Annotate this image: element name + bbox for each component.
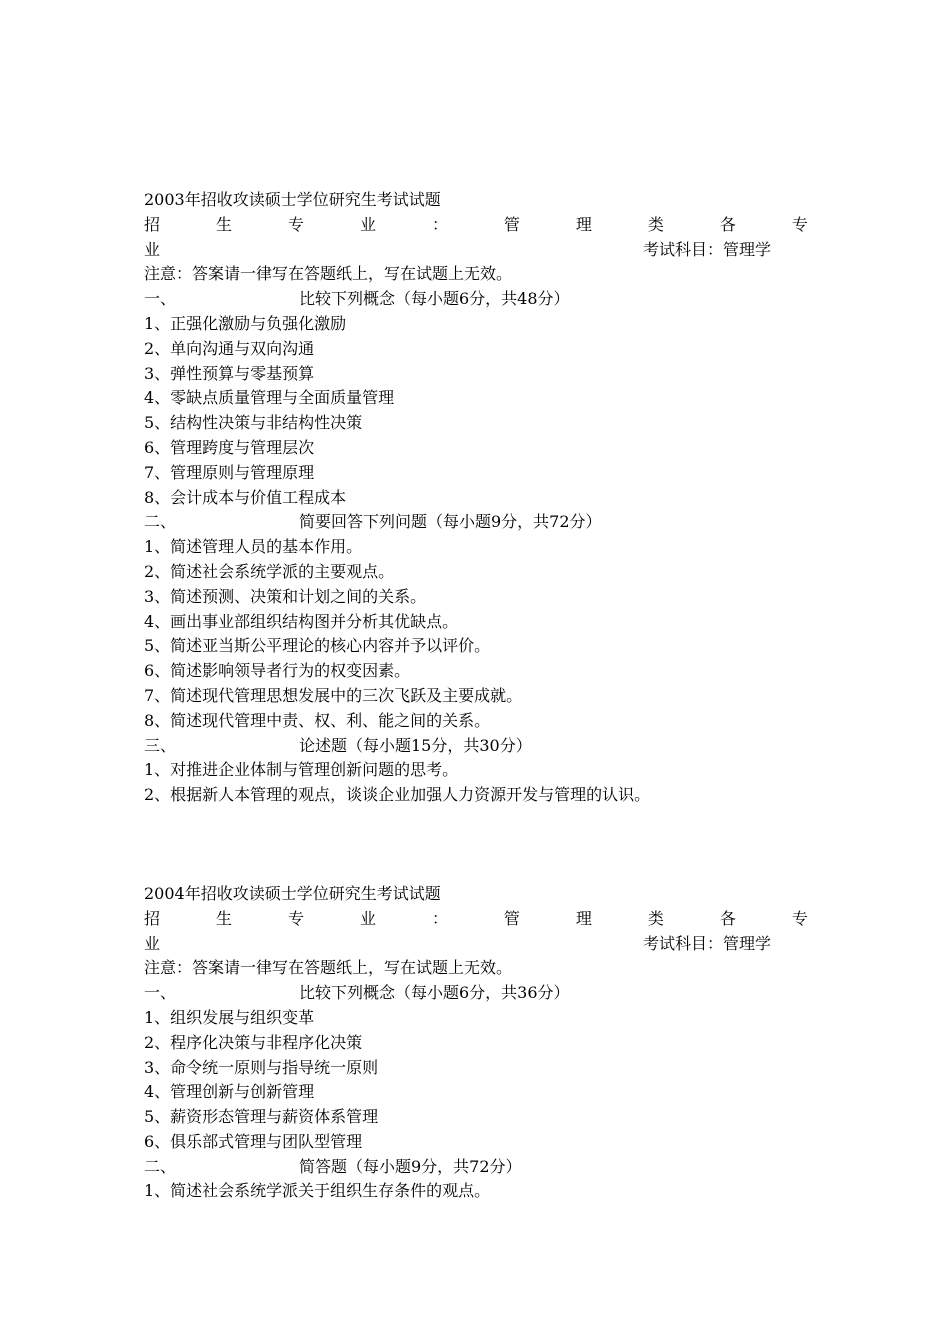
question-item: 2、单向沟通与双向沟通 — [144, 338, 315, 358]
major-char: 专 — [287, 908, 304, 928]
major-tail: 业 — [144, 239, 161, 259]
question-item: 6、简述影响领导者行为的权变因素。 — [144, 661, 411, 681]
section-heading — [144, 981, 808, 1006]
major-char: 招 — [144, 908, 161, 928]
question-item: 4、零缺点质量管理与全面质量管理 — [144, 388, 395, 408]
question-item: 2、简述社会系统学派的主要观点。 — [144, 561, 395, 581]
major-char: ： — [431, 214, 448, 234]
major-char: 业 — [359, 908, 376, 928]
section-number: 一、 — [144, 289, 177, 309]
section-number: 三、 — [144, 735, 177, 755]
exam-title: 2004年招收攻读硕士学位研究生考试试题 — [144, 883, 441, 903]
question-item: 8、会计成本与价值工程成本 — [144, 487, 347, 507]
question-item: 2、程序化决策与非程序化决策 — [144, 1032, 363, 1052]
section-title: 论述题（每小题15分，共30分） — [299, 735, 532, 755]
question-item: 6、俱乐部式管理与团队型管理 — [144, 1131, 363, 1151]
question-item: 5、结构性决策与非结构性决策 — [144, 413, 363, 433]
subject-line — [144, 932, 808, 957]
section-heading — [144, 510, 808, 535]
major-char: ： — [431, 908, 448, 928]
question-item: 1、简述社会系统学派关于组织生存条件的观点。 — [144, 1181, 491, 1201]
section-heading — [144, 287, 808, 312]
exam-2003 — [144, 188, 808, 808]
major-line — [144, 907, 808, 932]
section-number: 一、 — [144, 983, 177, 1003]
major-char: 生 — [215, 908, 232, 928]
section-heading — [144, 1155, 808, 1180]
question-item: 3、弹性预算与零基预算 — [144, 363, 315, 383]
major-tail: 业 — [144, 933, 161, 953]
question-item: 6、管理跨度与管理层次 — [144, 437, 315, 457]
question-item: 5、薪资形态管理与薪资体系管理 — [144, 1107, 379, 1127]
major-char: 业 — [359, 214, 376, 234]
question-item: 1、对推进企业体制与管理创新问题的思考。 — [144, 760, 459, 780]
question-item: 7、简述现代管理思想发展中的三次飞跃及主要成就。 — [144, 685, 523, 705]
exam-note: 注意：答案请一律写在答题纸上，写在试题上无效。 — [144, 958, 513, 978]
section-title: 简答题（每小题9分，共72分） — [299, 1156, 522, 1176]
major-line — [144, 213, 808, 238]
section-title: 比较下列概念（每小题6分，共36分） — [299, 983, 570, 1003]
section-heading — [144, 734, 808, 759]
exam-gap — [144, 808, 808, 882]
section-number: 二、 — [144, 512, 177, 532]
major-char: 专 — [287, 214, 304, 234]
section-title: 比较下列概念（每小题6分，共48分） — [299, 289, 570, 309]
major-char: 专 — [791, 214, 808, 234]
exam-2004 — [144, 882, 808, 1204]
question-item: 3、简述预测、决策和计划之间的关系。 — [144, 586, 427, 606]
exam-note: 注意：答案请一律写在答题纸上，写在试题上无效。 — [144, 264, 513, 284]
major-char: 类 — [647, 908, 664, 928]
question-item: 1、正强化激励与负强化激励 — [144, 313, 347, 333]
question-item: 7、管理原则与管理原理 — [144, 462, 315, 482]
subject-line — [144, 238, 808, 263]
major-char: 各 — [719, 908, 736, 928]
section-title: 简要回答下列问题（每小题9分，共72分） — [299, 512, 602, 532]
major-char: 生 — [215, 214, 232, 234]
question-item: 4、管理创新与创新管理 — [144, 1082, 315, 1102]
exam-title: 2003年招收攻读硕士学位研究生考试试题 — [144, 190, 441, 209]
major-char: 理 — [575, 908, 592, 928]
question-item: 5、简述亚当斯公平理论的核心内容并予以评价。 — [144, 636, 491, 656]
document-page — [144, 188, 808, 1204]
major-char: 招 — [144, 214, 161, 234]
exam-subject: 考试科目：管理学 — [643, 239, 772, 259]
question-item: 1、组织发展与组织变革 — [144, 1007, 315, 1027]
major-char: 专 — [791, 908, 808, 928]
exam-subject: 考试科目：管理学 — [643, 933, 772, 953]
question-item: 1、简述管理人员的基本作用。 — [144, 537, 363, 557]
question-item: 4、画出事业部组织结构图并分析其优缺点。 — [144, 611, 459, 631]
major-char: 管 — [503, 214, 520, 234]
question-item: 2、根据新人本管理的观点，谈谈企业加强人力资源开发与管理的认识。 — [144, 785, 651, 805]
major-char: 类 — [647, 214, 664, 234]
question-item: 3、命令统一原则与指导统一原则 — [144, 1057, 379, 1077]
major-char: 各 — [719, 214, 736, 234]
section-number: 二、 — [144, 1156, 177, 1176]
major-char: 理 — [575, 214, 592, 234]
major-char: 管 — [503, 908, 520, 928]
question-item: 8、简述现代管理中责、权、利、能之间的关系。 — [144, 710, 491, 730]
